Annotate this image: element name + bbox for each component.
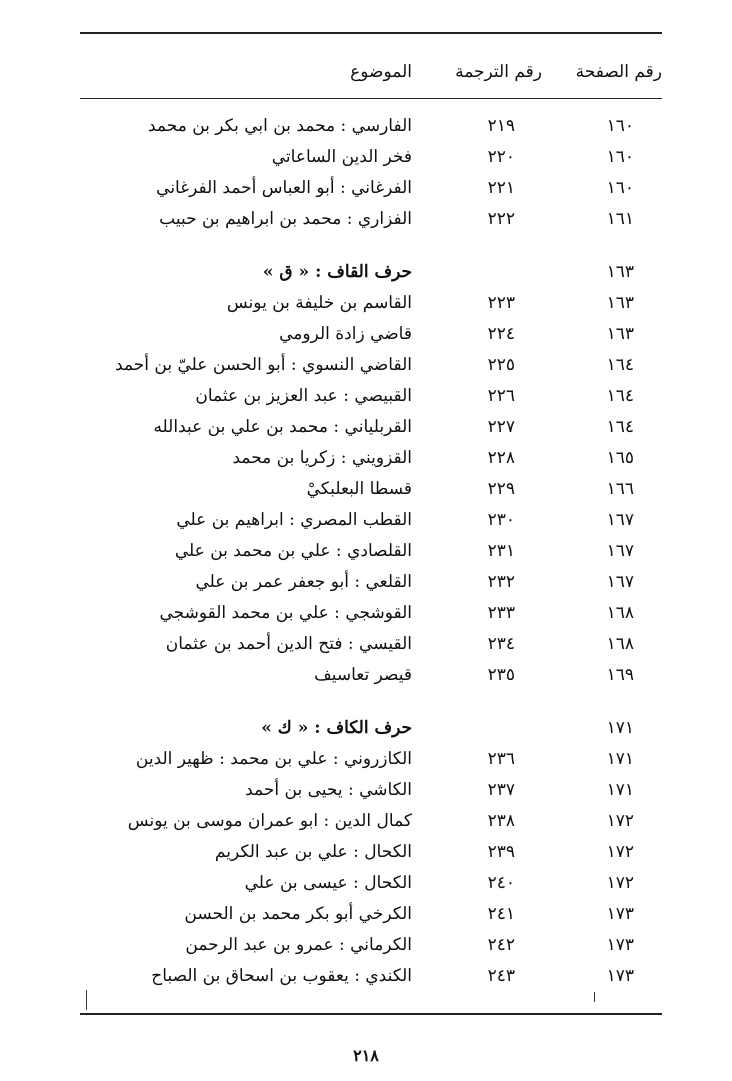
index-row [0, 873, 732, 901]
bottom-rule [80, 1013, 662, 1015]
section-heading-row [0, 718, 732, 746]
index-row [0, 147, 732, 175]
page-number-cell: ١٧٣ [606, 966, 634, 986]
entry-number-cell: ٢٣٦ [487, 749, 515, 769]
page-number-cell: ١٧٢ [606, 811, 634, 831]
index-row [0, 634, 732, 662]
page-number-cell: ١٦٤ [606, 417, 634, 437]
page-number-cell: ١٦٠ [606, 147, 634, 167]
index-row [0, 541, 732, 569]
index-row [0, 417, 732, 445]
page-number-cell: ١٧١ [606, 718, 634, 738]
entry-number-cell: ٢١٩ [487, 116, 515, 136]
entry-number-cell: ٢٢٩ [487, 479, 515, 499]
entry-number-cell: ٢٢٧ [487, 417, 515, 437]
margin-mark-left [86, 990, 87, 1010]
entry-number-cell: ٢٤٢ [487, 935, 515, 955]
topic-cell: الفرغاني : أبو العباس أحمد الفرغاني [156, 178, 412, 198]
page-number-cell: ١٧٢ [606, 873, 634, 893]
page-number: ٢١٨ [353, 1046, 379, 1065]
topic-cell: الكرخي أبو بكر محمد بن الحسن [184, 904, 412, 924]
index-row [0, 448, 732, 476]
index-row [0, 935, 732, 963]
topic-cell: القاسم بن خليفة بن يونس [226, 293, 412, 313]
header-page-number: رقم الصفحة [575, 62, 662, 82]
topic-cell: الكاشي : يحيى بن أحمد [245, 780, 412, 800]
index-row [0, 293, 732, 321]
page-number-cell: ١٦٠ [606, 178, 634, 198]
index-row [0, 572, 732, 600]
section-heading: حرف القاف : « ق » [262, 262, 412, 282]
index-row [0, 811, 732, 839]
section-heading-row [0, 262, 732, 290]
topic-cell: الكحال : عيسى بن علي [244, 873, 412, 893]
topic-cell: القاضي النسوي : أبو الحسن عليّ بن أحمد [115, 355, 412, 375]
index-row [0, 749, 732, 777]
entry-number-cell: ٢٣١ [487, 541, 515, 561]
topic-cell: القلعي : أبو جعفر عمر بن علي [195, 572, 412, 592]
topic-cell: القيسي : فتح الدين أحمد بن عثمان [165, 634, 412, 654]
index-row [0, 479, 732, 507]
index-row [0, 842, 732, 870]
page-number-cell: ١٦٩ [606, 665, 634, 685]
margin-mark-right [594, 992, 595, 1002]
page-number-cell: ١٦٣ [606, 324, 634, 344]
topic-cell: الكحال : علي بن عبد الكريم [214, 842, 412, 862]
entry-number-cell: ٢٢٤ [487, 324, 515, 344]
topic-cell: القلصادي : علي بن محمد بن علي [174, 541, 412, 561]
entry-number-cell: ٢٤٣ [487, 966, 515, 986]
topic-cell: الفارسي : محمد بن ابي بكر بن محمد [148, 116, 412, 136]
index-row [0, 386, 732, 414]
page-number-cell: ١٦٨ [606, 634, 634, 654]
topic-cell: القوشجي : علي بن محمد القوشجي [159, 603, 412, 623]
entry-number-cell: ٢٣٨ [487, 811, 515, 831]
page-number-cell: ١٧١ [606, 780, 634, 800]
entry-number-cell: ٢٣٧ [487, 780, 515, 800]
entry-number-cell: ٢٤٠ [487, 873, 515, 893]
topic-cell: القطب المصري : ابراهيم بن علي [176, 510, 412, 530]
index-row [0, 904, 732, 932]
topic-cell: فخر الدين الساعاتي [271, 147, 412, 167]
page-number-cell: ١٦٠ [606, 116, 634, 136]
topic-cell: القبيصي : عبد العزيز بن عثمان [195, 386, 412, 406]
page-number-cell: ١٦٧ [606, 510, 634, 530]
page-number-cell: ١٧١ [606, 749, 634, 769]
page-number-cell: ١٦٧ [606, 541, 634, 561]
index-row [0, 603, 732, 631]
entry-number-cell: ٢٣٤ [487, 634, 515, 654]
entry-number-cell: ٢٢٨ [487, 448, 515, 468]
page-number-cell: ١٦١ [606, 209, 634, 229]
page-number-cell: ١٦٦ [606, 479, 634, 499]
page-number-cell: ١٧٣ [606, 935, 634, 955]
index-row [0, 966, 732, 994]
entry-number-cell: ٢٣٥ [487, 665, 515, 685]
page-number-cell: ١٦٨ [606, 603, 634, 623]
index-row [0, 116, 732, 144]
topic-cell: قاضي زادة الرومي [279, 324, 412, 344]
page-number-cell: ١٦٥ [606, 448, 634, 468]
entry-number-cell: ٢٣٩ [487, 842, 515, 862]
entry-number-cell: ٢٢٥ [487, 355, 515, 375]
index-row [0, 209, 732, 237]
topic-cell: الكازروني : علي بن محمد : ظهير الدين [135, 749, 412, 769]
topic-cell: الكرماني : عمرو بن عبد الرحمن [185, 935, 412, 955]
section-heading: حرف الكاف : « ك » [261, 718, 412, 738]
topic-cell: قسطا البعلبكيْ [306, 479, 412, 499]
page-number-cell: ١٧٢ [606, 842, 634, 862]
page-number-cell: ١٦٧ [606, 572, 634, 592]
entry-number-cell: ٢٣٢ [487, 572, 515, 592]
header-entry-number: رقم الترجمة [455, 62, 542, 82]
entry-number-cell: ٢٢٦ [487, 386, 515, 406]
index-row [0, 665, 732, 693]
page-number-cell: ١٦٣ [606, 293, 634, 313]
topic-cell: الفزاري : محمد بن ابراهيم بن حبيب [159, 209, 412, 229]
page-number-cell: ١٦٣ [606, 262, 634, 282]
topic-cell: قيصر تعاسيف [314, 665, 412, 685]
topic-cell: الكندي : يعقوب بن اسحاق بن الصباح [151, 966, 412, 986]
entry-number-cell: ٢٣٣ [487, 603, 515, 623]
entry-number-cell: ٢٣٠ [487, 510, 515, 530]
entry-number-cell: ٢٢١ [487, 178, 515, 198]
topic-cell: القزويني : زكريا بن محمد [232, 448, 412, 468]
index-row [0, 510, 732, 538]
header-topic: الموضوع [350, 62, 412, 82]
entry-number-cell: ٢٢٠ [487, 147, 515, 167]
topic-cell: كمال الدين : ابو عمران موسى بن يونس [127, 811, 412, 831]
entry-number-cell: ٢٤١ [487, 904, 515, 924]
page-number-cell: ١٦٤ [606, 355, 634, 375]
page-number-cell: ١٧٣ [606, 904, 634, 924]
entry-number-cell: ٢٢٢ [487, 209, 515, 229]
topic-cell: القربلياني : محمد بن علي بن عبدالله [153, 417, 412, 437]
page-number-cell: ١٦٤ [606, 386, 634, 406]
entry-number-cell: ٢٢٣ [487, 293, 515, 313]
index-row [0, 324, 732, 352]
index-row [0, 178, 732, 206]
index-row [0, 355, 732, 383]
index-row [0, 780, 732, 808]
